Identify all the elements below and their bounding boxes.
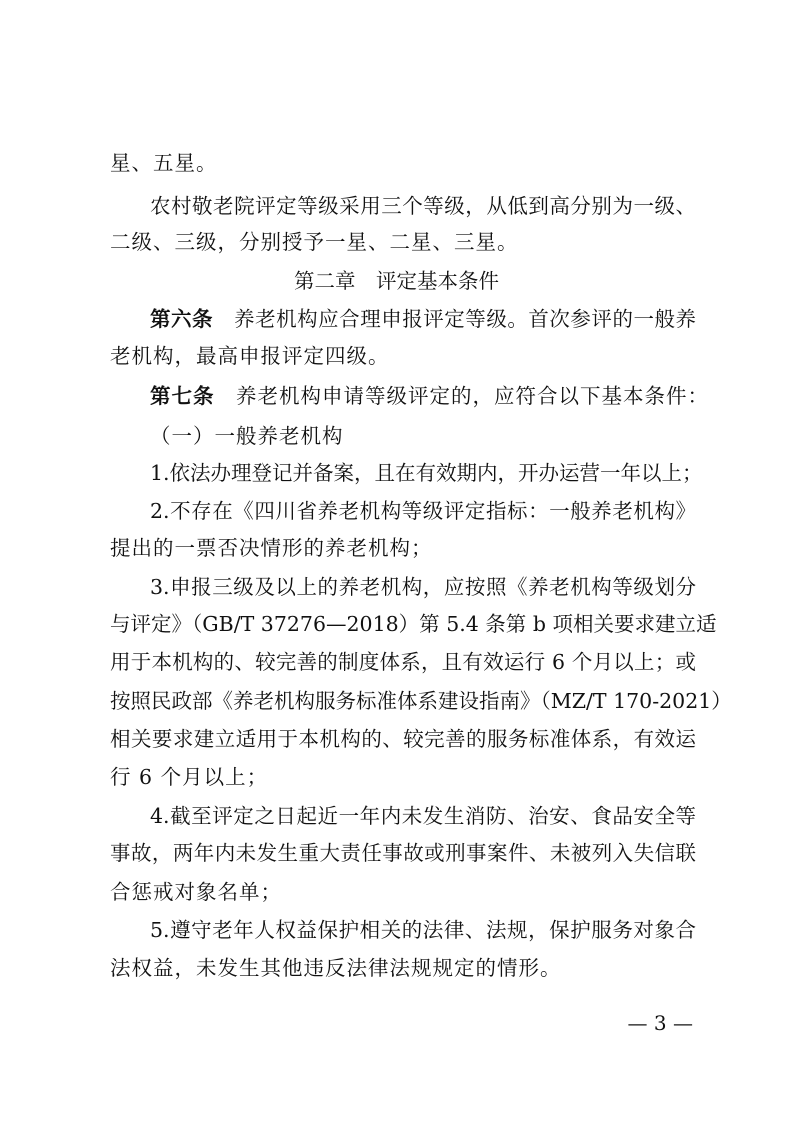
article-six-text: 养老机构应合理申报评定等级。首次参评的一般养 [213,307,697,331]
text-line: 农村敬老院评定等级采用三个等级，从低到高分别为一级、 [150,194,696,218]
list-item-continuation: 行 6 个月以上； [110,765,269,789]
list-item-continuation: 用于本机构的、较完善的制度体系，且有效运行 6 个月以上；或 [110,650,696,674]
section-heading: （一）一般养老机构 [150,424,344,448]
list-item-continuation: 合惩戒对象名单； [110,880,282,904]
chapter-heading: 第二章 评定基本条件 [294,269,499,293]
list-item: 3.申报三级及以上的养老机构，应按照《养老机构等级划分 [150,575,696,599]
list-item: 4.截至评定之日起近一年内未发生消防、治安、食品安全等 [150,804,696,828]
page-number: — 3 — [627,1011,693,1035]
article-seven-text: 养老机构申请等级评定的，应符合以下基本条件： [214,384,709,408]
article-seven-label: 第七条 [150,384,215,408]
list-item: 2.不存在《四川省养老机构等级评定指标：一般养老机构》 [150,499,696,523]
text-line: 星、五星。 [110,151,218,175]
list-item: 5.遵守老年人权益保护相关的法律、法规，保护服务对象合 [150,918,696,942]
list-item-continuation: 事故，两年内未发生重大责任事故或刑事案件、未被列入失信联 [110,841,696,865]
list-item-continuation: 提出的一票否决情形的养老机构； [110,536,433,560]
article-seven-line [150,386,709,407]
list-item-continuation: 相关要求建立适用于本机构的、较完善的服务标准体系，有效运 [110,727,696,751]
article-six-label: 第六条 [150,307,214,331]
text-line: 二级、三级，分别授予一星、二星、三星。 [110,230,519,254]
list-item: 1.依法办理登记并备案，且在有效期内，开办运营一年以上； [150,461,703,485]
article-six-line [150,309,696,330]
text-line: 老机构，最高申报评定四级。 [110,344,390,368]
list-item-continuation: 按照民政部《养老机构服务标准体系建设指南》（MZ/T 170-2021） [110,689,732,713]
list-item-continuation: 与评定》（GB/T 37276—2018）第 5.4 条第 b 项相关要求建立适 [110,612,717,636]
list-item-continuation: 法权益，未发生其他违反法律法规规定的情形。 [110,956,562,980]
